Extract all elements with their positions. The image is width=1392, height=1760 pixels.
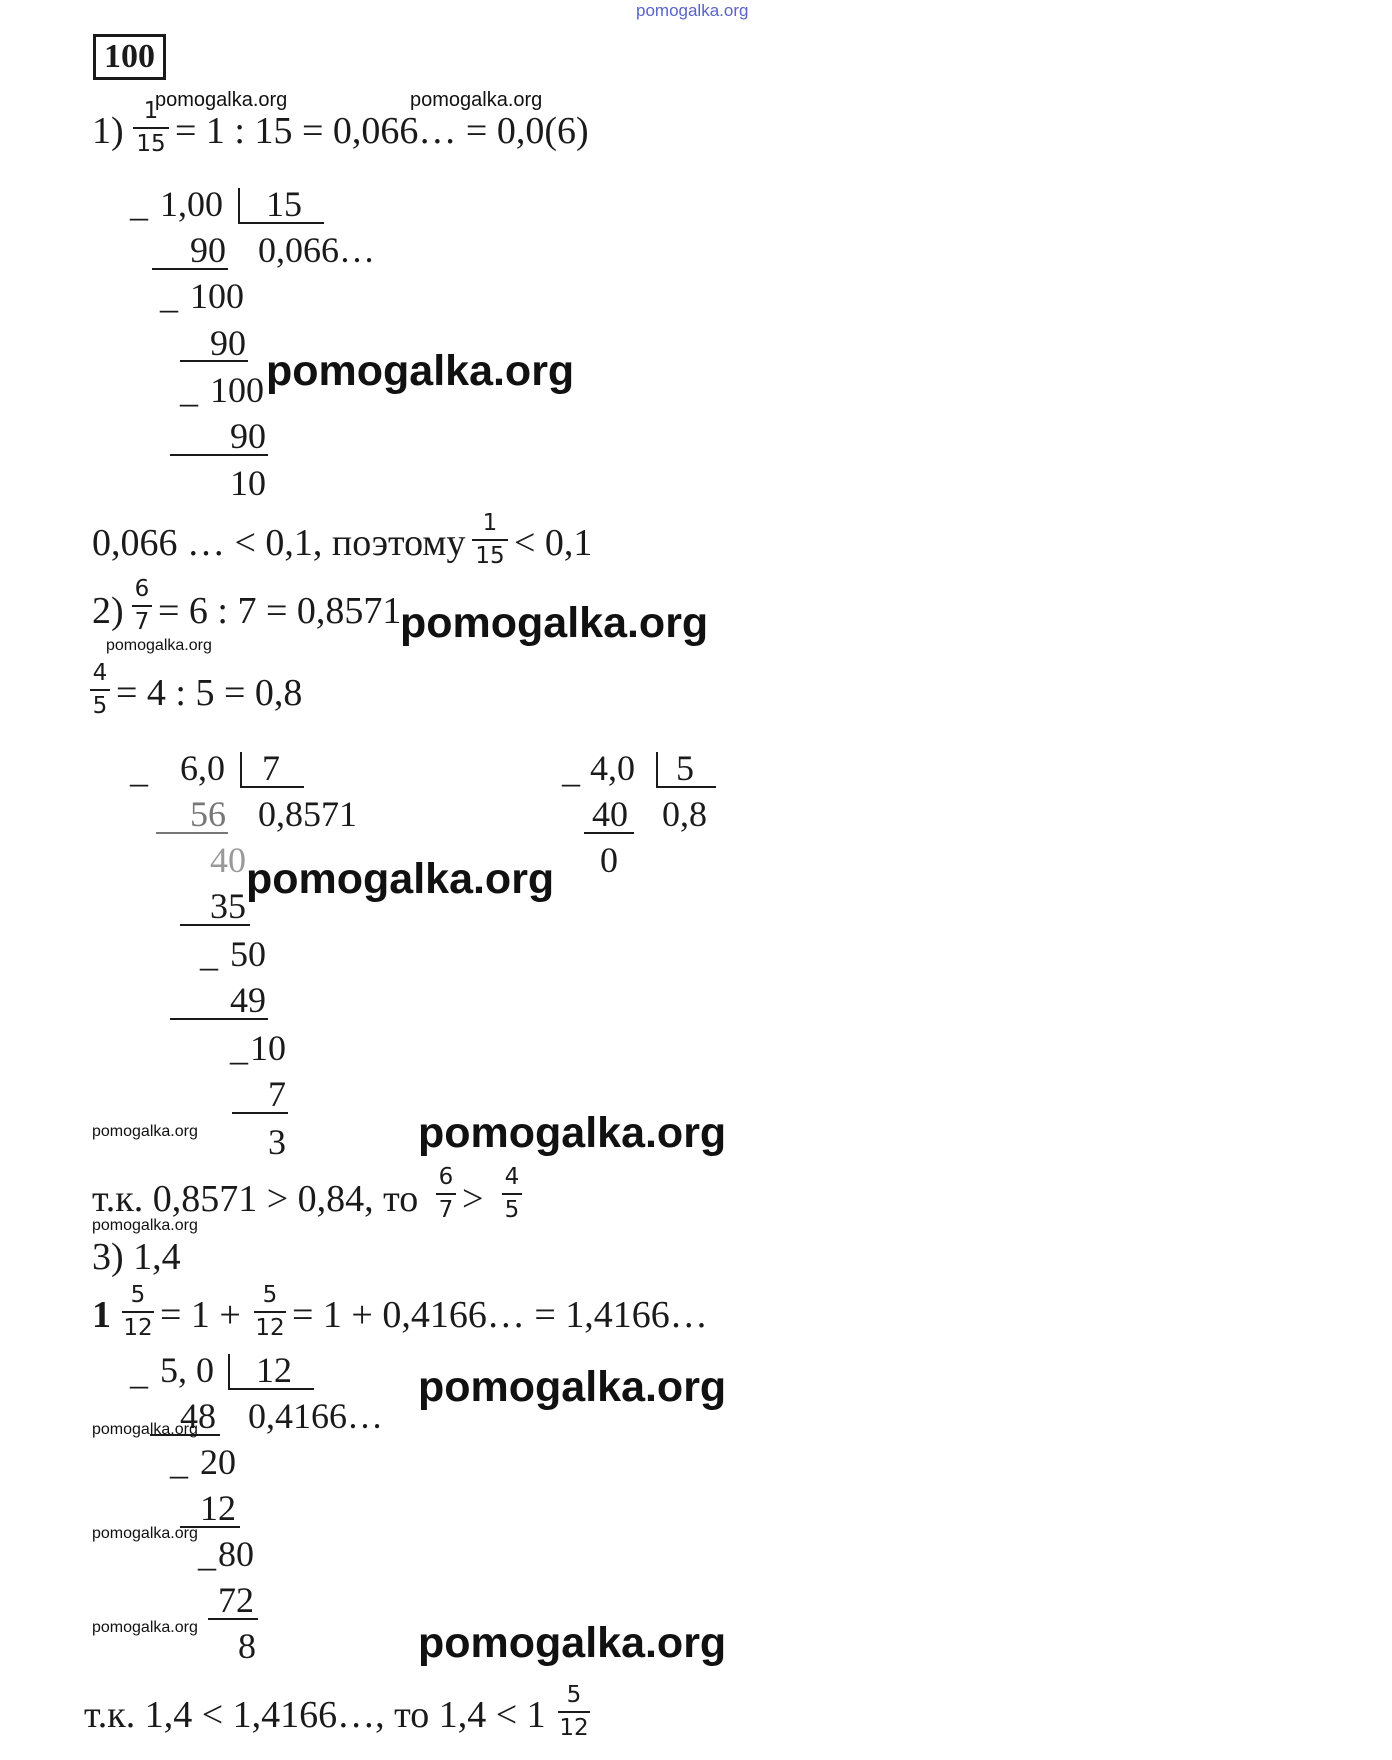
part3-label: 3) 1,4 bbox=[92, 1236, 181, 1278]
dividend: 1,00 bbox=[160, 184, 223, 224]
final-remainder: 0 bbox=[600, 840, 618, 880]
divisor-line bbox=[656, 786, 716, 788]
watermark: pomogalka.org bbox=[266, 347, 575, 395]
remainder: 10 bbox=[250, 1028, 286, 1068]
div-minus: _ bbox=[200, 934, 218, 974]
quotient: 0,066… bbox=[258, 230, 375, 270]
part1-expression: = 1 : 15 = 0,066… = 0,0(6) bbox=[175, 110, 589, 152]
watermark: pomogalka.org bbox=[92, 1217, 198, 1234]
divisor-line bbox=[238, 222, 324, 224]
part3-conclusion: т.к. 1,4 < 1,4166…, то 1,4 < 1 bbox=[84, 1694, 546, 1736]
part1-fraction: $\frac{1}{15}$ bbox=[133, 100, 169, 156]
remainder: 20 bbox=[200, 1442, 236, 1482]
part2-fraction: $\frac{6}{7}$ bbox=[132, 578, 152, 634]
dividend: 6,0 bbox=[180, 748, 225, 788]
subtrahend: 48 bbox=[180, 1396, 216, 1436]
remainder: 40 bbox=[210, 840, 246, 880]
part2-expression: = 6 : 7 = 0,8571 bbox=[158, 590, 402, 632]
sub-line bbox=[180, 924, 250, 926]
part2-conclusion-fraction-1: $\frac{6}{7}$ bbox=[436, 1166, 456, 1222]
problem-number: 100 bbox=[93, 34, 166, 80]
remainder: 100 bbox=[190, 276, 244, 316]
sub-line bbox=[232, 1112, 288, 1114]
watermark: pomogalka.org bbox=[92, 1525, 198, 1542]
dividend: 4,0 bbox=[590, 748, 635, 788]
part2-conclusion-fraction-2: $\frac{4}{5}$ bbox=[502, 1166, 522, 1222]
watermark: pomogalka.org bbox=[246, 855, 555, 903]
divisor: 15 bbox=[266, 184, 302, 224]
divisor-line bbox=[240, 786, 304, 788]
watermark: pomogalka.org bbox=[92, 1619, 198, 1636]
div-minus: _ bbox=[130, 750, 148, 790]
subtrahend: 35 bbox=[210, 886, 246, 926]
subtrahend: 90 bbox=[210, 323, 246, 363]
subtrahend: 90 bbox=[230, 416, 266, 456]
div-minus: _ bbox=[180, 370, 198, 410]
watermark: pomogalka.org bbox=[400, 599, 709, 647]
watermark: pomogalka.org bbox=[92, 1123, 198, 1140]
div-minus: _ bbox=[130, 1352, 148, 1392]
part2-fraction-b: $\frac{4}{5}$ bbox=[90, 662, 110, 718]
division-bar bbox=[240, 752, 242, 788]
part1-conclusion-end: < 0,1 bbox=[514, 522, 593, 564]
watermark: pomogalka.org bbox=[418, 1619, 727, 1667]
part1-label: 1) bbox=[92, 110, 124, 152]
watermark: pomogalka.org bbox=[410, 89, 543, 111]
div-minus: _ bbox=[130, 184, 148, 224]
dividend: 5, 0 bbox=[160, 1350, 214, 1390]
watermark: pomogalka.org bbox=[155, 89, 288, 111]
div-minus: _ bbox=[230, 1028, 248, 1068]
div-minus: _ bbox=[198, 1534, 216, 1574]
div-minus: _ bbox=[160, 276, 178, 316]
quotient: 0,8571 bbox=[258, 794, 357, 834]
divisor: 7 bbox=[262, 748, 280, 788]
div-minus: _ bbox=[562, 750, 580, 790]
sub-line bbox=[170, 454, 268, 456]
sub-line bbox=[170, 1018, 268, 1020]
division-bar bbox=[228, 1354, 230, 1390]
part3-conclusion-fraction: $\frac{5}{12}$ bbox=[559, 1682, 589, 1741]
remainder: 50 bbox=[230, 934, 266, 974]
division-bar bbox=[656, 752, 658, 788]
part2-label: 2) bbox=[92, 590, 124, 632]
mixed-whole: 1 bbox=[92, 1294, 111, 1336]
subtrahend: 12 bbox=[200, 1488, 236, 1528]
part2-expression-b: = 4 : 5 = 0,8 bbox=[116, 672, 303, 714]
part3-fraction: $\frac{5}{12}$ bbox=[123, 1282, 153, 1341]
watermark: pomogalka.org bbox=[418, 1109, 727, 1157]
watermark: pomogalka.org bbox=[106, 637, 212, 654]
quotient: 0,4166… bbox=[248, 1396, 383, 1436]
remainder: 80 bbox=[218, 1534, 254, 1574]
sub-line bbox=[152, 268, 228, 270]
remainder: 100 bbox=[210, 370, 264, 410]
division-bar bbox=[238, 188, 240, 224]
divisor: 12 bbox=[256, 1350, 292, 1390]
divisor: 5 bbox=[676, 748, 694, 788]
part2-conclusion: т.к. 0,8571 > 0,84, то bbox=[92, 1178, 419, 1220]
subtrahend: 7 bbox=[268, 1074, 286, 1114]
div-minus: _ bbox=[170, 1442, 188, 1482]
part1-conclusion-fraction: $\frac{1}{15}$ bbox=[472, 512, 508, 568]
sub-line bbox=[156, 832, 228, 834]
subtrahend: 72 bbox=[218, 1580, 254, 1620]
subtrahend: 56 bbox=[190, 794, 226, 834]
sub-line bbox=[180, 360, 248, 362]
watermark: pomogalka.org bbox=[418, 1363, 727, 1411]
part1-conclusion: 0,066 … < 0,1, поэтому bbox=[92, 522, 466, 564]
divisor-line bbox=[228, 1388, 314, 1390]
final-remainder: 10 bbox=[230, 463, 266, 503]
part3-expression-b: = 1 + 0,4166… = 1,4166… bbox=[292, 1294, 708, 1336]
top-watermark: pomogalka.org bbox=[636, 1, 749, 20]
part3-fraction-b: $\frac{5}{12}$ bbox=[255, 1282, 285, 1341]
sub-line bbox=[208, 1618, 258, 1620]
subtrahend: 90 bbox=[190, 230, 226, 270]
part2-conclusion-gt: > bbox=[462, 1178, 484, 1220]
part3-expression-a: = 1 + bbox=[160, 1294, 241, 1336]
final-remainder: 3 bbox=[268, 1122, 286, 1162]
quotient: 0,8 bbox=[662, 794, 707, 834]
watermark: pomogalka.org bbox=[92, 1421, 198, 1438]
sub-line bbox=[584, 832, 634, 834]
final-remainder: 8 bbox=[238, 1626, 256, 1666]
subtrahend: 49 bbox=[230, 980, 266, 1020]
subtrahend: 40 bbox=[592, 794, 628, 834]
